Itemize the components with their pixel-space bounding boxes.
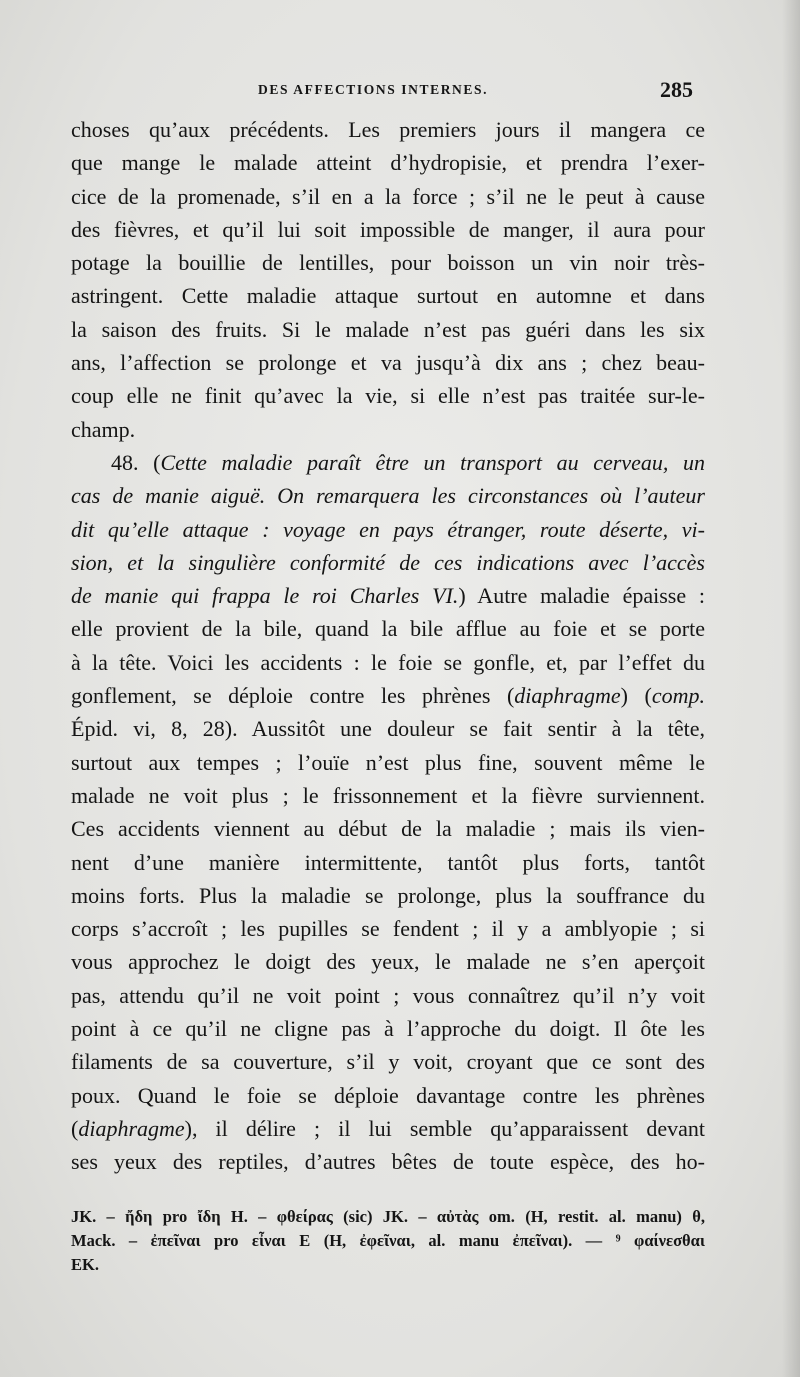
- italic-note: de manie qui frappa le roi Charles VI.: [71, 583, 459, 609]
- paragraph-48-line: corps s’accroît ; les pupilles se fendent ; il y a amblyopie ; si: [71, 916, 705, 942]
- paragraph-48-line: point à ce qu’il ne cligne pas à l’approche du doigt. Il ôte les: [71, 1016, 705, 1042]
- paragraph-48-line: [71, 579, 705, 612]
- italic-term: diaphragme: [78, 1115, 185, 1141]
- italic-note: dit qu’elle attaque : voyage en pays étranger, route déserte, vi-: [71, 516, 705, 542]
- paragraph-48-line: [71, 479, 705, 512]
- paragraph-48-line: [71, 513, 705, 546]
- paragraph-48-line: pas, attendu qu’il ne voit point ; vous connaîtrez qu’il n’y voit: [71, 982, 705, 1008]
- footnote-line: EK.: [71, 1255, 99, 1274]
- paragraph-48-line: Ces accidents viennent au début de la maladie ; mais ils vien-: [71, 816, 705, 842]
- paragraph-48-line: [71, 446, 705, 479]
- body-text: [71, 113, 705, 1179]
- paragraph-48-line: à la tête. Voici les accidents : le foie se gonfle, et, par l’effet du: [71, 649, 705, 675]
- paragraph-48-line: filaments de sa couverture, s’il y voit, croyant que ce sont des: [71, 1049, 705, 1075]
- italic-note: Cette maladie paraît être un transport au cerveau, un: [160, 449, 706, 475]
- paragraph-48-line: moins forts. Plus la maladie se prolonge, plus la souffrance du: [71, 882, 705, 908]
- paragraph-48-line: Épid. vi, 8, 28). Aussitôt une douleur se fait sentir à la tête,: [71, 716, 705, 742]
- paragraph-48-line: nent d’une manière intermittente, tantôt plus forts, tantôt: [71, 849, 705, 875]
- text-line: champ.: [71, 416, 136, 442]
- text-run: ) Autre maladie épaisse :: [458, 583, 705, 609]
- text-run: ) (: [620, 683, 652, 709]
- text-run: gonflement, se déploie contre les phrènes (: [71, 683, 515, 709]
- italic-term: comp.: [651, 683, 705, 709]
- paragraph-48-line: [71, 546, 705, 579]
- text-line: ans, l’affection se prolonge et va jusqu’à dix ans ; chez beau-: [71, 350, 705, 376]
- footnote-line: Mack. – ἐπεῖναι pro εἶναι E (H, ἐφεῖναι, al. manu ἐπεῖναι). — ⁹ φαίνεσθαι: [71, 1231, 705, 1250]
- paragraph-48-line: vous approchez le doigt des yeux, le malade ne s’en aperçoit: [71, 949, 705, 975]
- text-line: que mange le malade atteint d’hydropisie, et prendra l’exer-: [71, 150, 705, 176]
- italic-note: cas de manie aiguë. On remarquera les circonstances où l’auteur: [71, 483, 705, 509]
- italic-term: diaphragme: [514, 683, 621, 709]
- text-line: des fièvres, et qu’il lui soit impossible de manger, il aura pour: [71, 216, 705, 242]
- text-run: ), il délire ; il lui semble qu’apparaissent devant: [184, 1115, 705, 1141]
- page-edge-shadow: [782, 0, 800, 1377]
- page-number: 285: [660, 77, 693, 102]
- text-line: la saison des fruits. Si le malade n’est pas guéri dans les six: [71, 316, 705, 342]
- text-line: choses qu’aux précédents. Les premiers jours il mangera ce: [71, 117, 705, 142]
- text-run: (: [71, 1115, 79, 1141]
- paragraph-48-line: [71, 1112, 705, 1145]
- running-title: DES AFFECTIONS INTERNES.: [258, 82, 489, 97]
- italic-note: sion, et la singulière conformité de ces indications avec l’accès: [71, 549, 705, 575]
- footnote-line: JK. – ἤδη pro ἴδη H. – φθείρας (sic) JK. – αὐτὰς om. (H, restit. al. manu) θ,: [71, 1207, 705, 1226]
- text-line: cice de la promenade, s’il en a la force ; s’il ne le peut à cause: [71, 183, 705, 209]
- paragraph-48-line: malade ne voit plus ; le frissonnement et la fièvre surviennent.: [71, 782, 705, 808]
- paragraph-48-line: surtout aux tempes ; l’ouïe n’est plus fine, souvent même le: [71, 749, 705, 775]
- paragraph-48-line: poux. Quand le foie se déploie davantage contre les phrènes: [71, 1082, 705, 1108]
- paragraph-number: 48. (: [111, 449, 161, 475]
- footnotes: [71, 1205, 705, 1277]
- paragraph-48-line: ses yeux des reptiles, d’autres bêtes de toute espèce, des ho-: [71, 1149, 705, 1175]
- running-head: [0, 77, 800, 106]
- text-line: potage la bouillie de lentilles, pour boisson un vin noir très-: [71, 250, 705, 276]
- paragraph-48-line: [71, 679, 705, 712]
- text-line: coup elle ne finit qu’avec la vie, si elle n’est pas traitée sur-le-: [71, 383, 705, 409]
- paragraph-48-line: elle provient de la bile, quand la bile afflue au foie et se porte: [71, 616, 705, 642]
- text-line: astringent. Cette maladie attaque surtout en automne et dans: [71, 283, 705, 309]
